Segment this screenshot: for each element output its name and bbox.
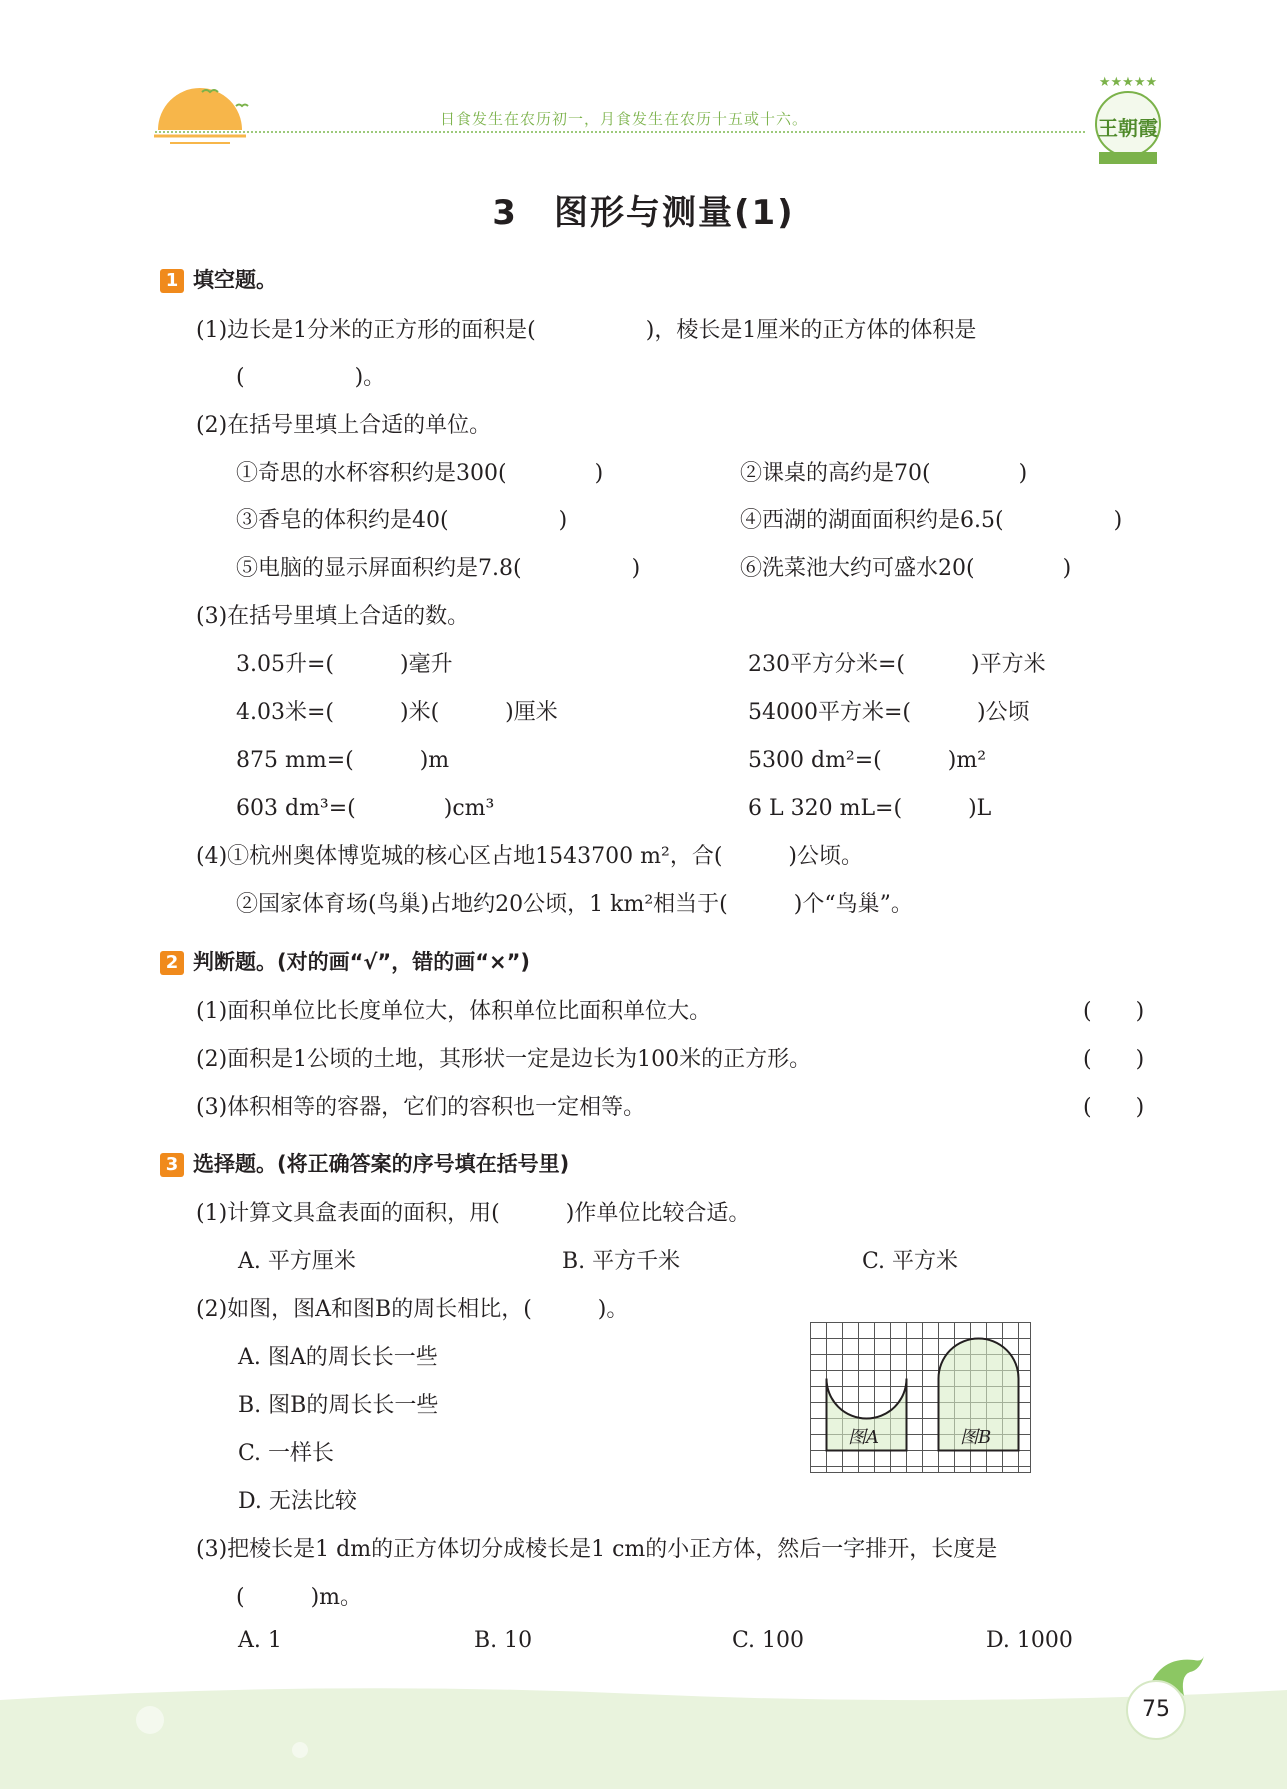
figure-b-label: 图B	[960, 1427, 992, 1448]
grid-figure-svg	[810, 1322, 1031, 1473]
header-divider	[155, 131, 1085, 133]
section-2-badge: 2	[160, 951, 184, 975]
judge-answer-blank: ( )	[1083, 999, 1145, 1024]
section-1-heading	[160, 264, 277, 294]
q3-3-line1: (3)把棱长是1 dm的正方体切分成棱长是1 cm的小正方体，然后一字排开，长度是	[196, 1537, 998, 1562]
q1-3-item: 3.05升=( )毫升	[236, 652, 453, 677]
judge-answer-blank: ( )	[1083, 1047, 1145, 1072]
q3-3-option: C. 100	[732, 1628, 805, 1653]
section-3-title: 选择题。(将正确答案的序号填在括号里)	[193, 1152, 570, 1176]
q3-2-option: C. 一样长	[238, 1441, 335, 1466]
section-2-heading	[160, 946, 530, 976]
page-number-badge	[1126, 1680, 1186, 1740]
figure-a-label: 图A	[848, 1427, 879, 1448]
q1-2-item: ③香皂的体积约是40( )	[236, 508, 568, 533]
q1-1-line2: ( )。	[236, 365, 386, 390]
q1-3-item: 54000平方米=( )公顷	[748, 700, 1030, 725]
judge-item: (1)面积单位比长度单位大，体积单位比面积单位大。	[196, 999, 712, 1024]
q1-3-item: 6 L 320 mL=( )L	[748, 796, 992, 821]
footer-wave	[0, 1680, 1287, 1789]
page-title: 3 图形与测量(1)	[492, 193, 795, 233]
q3-3-option: D. 1000	[986, 1628, 1073, 1653]
q3-2-option: B. 图B的周长长一些	[238, 1393, 439, 1418]
section-3-heading	[160, 1148, 569, 1178]
q1-4-line1: (4)①杭州奥体博览城的核心区占地1543700 m²，合( )公顷。	[196, 844, 863, 869]
logo-text: 王朝霞	[1098, 116, 1158, 140]
section-3-badge: 3	[160, 1153, 184, 1177]
q3-1: (1)计算文具盒表面的面积，用( )作单位比较合适。	[196, 1201, 751, 1226]
q3-2-option: D. 无法比较	[238, 1489, 357, 1514]
svg-text:★★★★★: ★★★★★	[1098, 75, 1158, 90]
judge-item: (3)体积相等的容器，它们的容积也一定相等。	[196, 1095, 646, 1120]
q1-3-item: 230平方分米=( )平方米	[748, 652, 1046, 677]
q3-1-option: B. 平方千米	[562, 1249, 681, 1274]
q1-2-item: ⑤电脑的显示屏面积约是7.8( )	[236, 556, 641, 581]
perimeter-figure	[810, 1322, 1031, 1473]
header-tip: 日食发生在农历初一，月食发生在农历十五或十六。	[440, 110, 809, 128]
q1-2-item: ④西湖的湖面面积约是6.5( )	[740, 508, 1123, 533]
sun-icon	[150, 80, 250, 150]
page-number: 75	[1142, 1697, 1170, 1722]
judge-item: (2)面积是1公顷的土地，其形状一定是边长为100米的正方形。	[196, 1047, 812, 1072]
q3-3-line2: ( )m。	[236, 1585, 363, 1610]
section-1-badge: 1	[160, 269, 184, 293]
q3-2-option: A. 图A的周长长一些	[238, 1345, 438, 1370]
q1-3-title: (3)在括号里填上合适的数。	[196, 604, 470, 629]
q1-3-item: 875 mm=( )m	[236, 748, 450, 773]
q1-2-item: ①奇思的水杯容积约是300( )	[236, 461, 604, 486]
q1-1-line1: (1)边长是1分米的正方形的面积是( )，棱长是1厘米的正方体的体积是	[196, 318, 977, 343]
logo	[1085, 72, 1171, 168]
q1-3-item: 5300 dm²=( )m²	[748, 748, 987, 773]
q3-2: (2)如图，图A和图B的周长相比，( )。	[196, 1297, 629, 1322]
q3-3-option: B. 10	[474, 1628, 533, 1653]
q3-3-option: A. 1	[238, 1628, 282, 1653]
q3-1-option: C. 平方米	[862, 1249, 959, 1274]
judge-answer-blank: ( )	[1083, 1095, 1145, 1120]
q1-3-item: 603 dm³=( )cm³	[236, 796, 495, 821]
q1-3-item: 4.03米=( )米( )厘米	[236, 700, 558, 725]
q3-1-option: A. 平方厘米	[238, 1249, 356, 1274]
q1-2-item: ⑥洗菜池大约可盛水20( )	[740, 556, 1072, 581]
section-2-title: 判断题。(对的画“√”，错的画“×”)	[193, 950, 531, 974]
q1-2-item: ②课桌的高约是70( )	[740, 461, 1028, 486]
q1-4-line2: ②国家体育场(鸟巢)占地约20公顷，1 km²相当于( )个“鸟巢”。	[236, 892, 913, 917]
q1-2-title: (2)在括号里填上合适的单位。	[196, 413, 492, 438]
section-1-title: 填空题。	[193, 268, 277, 292]
